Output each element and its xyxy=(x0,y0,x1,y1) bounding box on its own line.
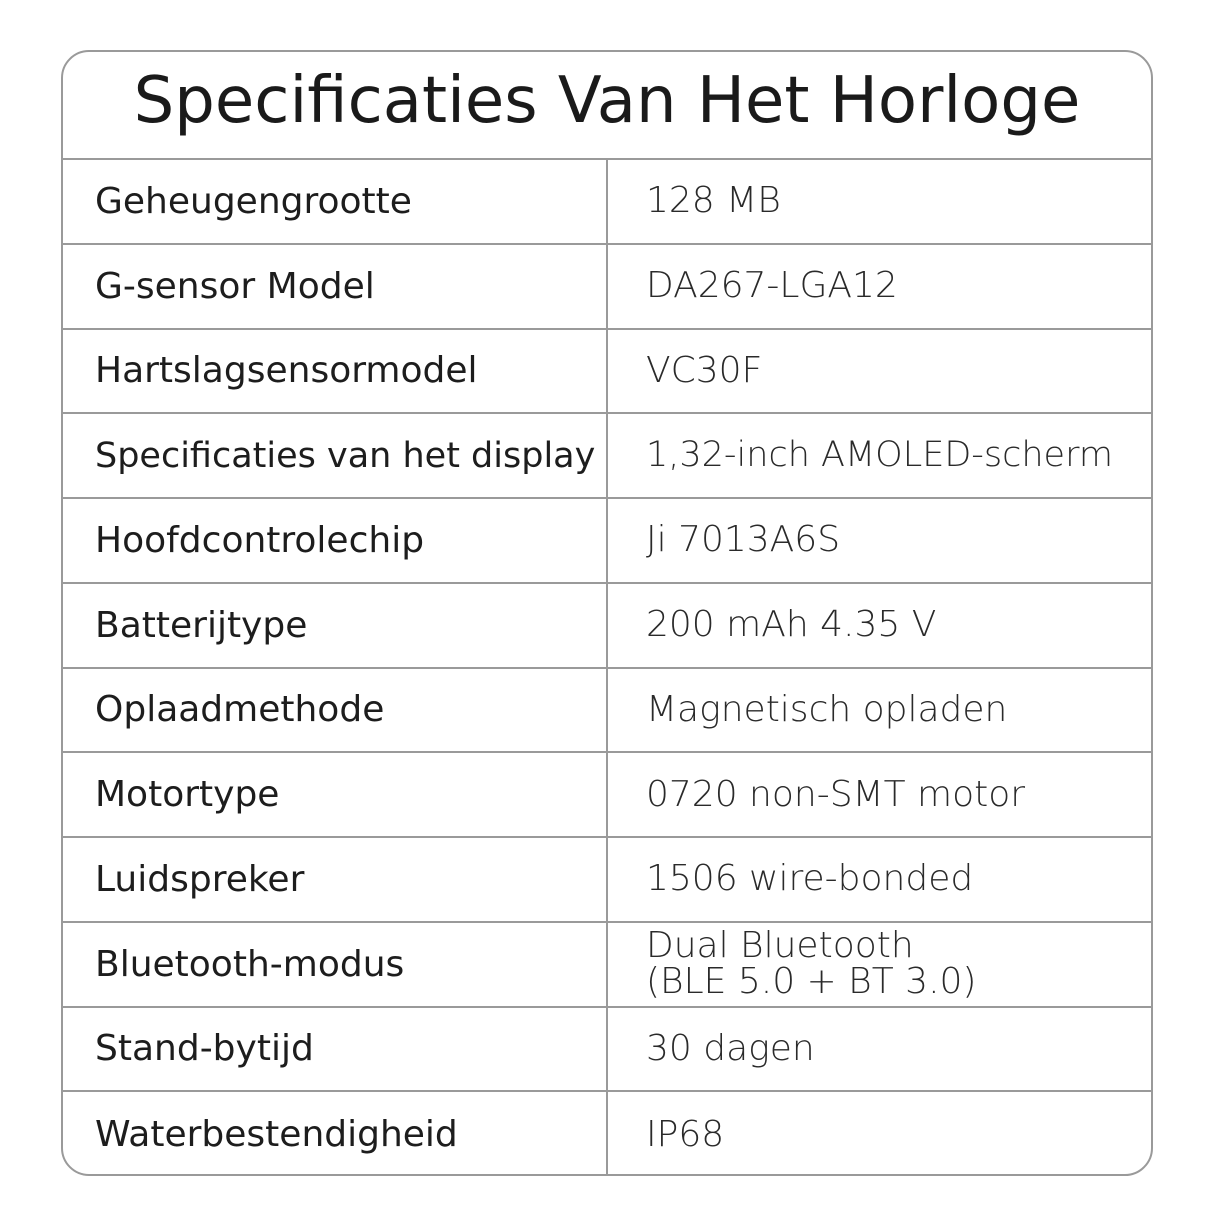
table-row xyxy=(63,923,1151,1008)
spec-label: Waterbestendigheid xyxy=(63,1092,608,1176)
spec-value: 30 dagen xyxy=(646,1027,815,1069)
spec-value: 128 MB xyxy=(646,180,781,222)
spec-label: Luidspreker xyxy=(63,838,608,921)
spec-table xyxy=(63,160,1151,1176)
spec-label: Batterijtype xyxy=(63,584,608,667)
table-row xyxy=(63,330,1151,415)
table-row xyxy=(63,838,1151,923)
table-row xyxy=(63,160,1151,245)
table-row xyxy=(63,414,1151,499)
spec-label: Oplaadmethode xyxy=(63,669,608,752)
spec-label: Bluetooth-modus xyxy=(63,923,608,1006)
spec-card xyxy=(61,50,1153,1176)
spec-label: Geheugengrootte xyxy=(63,160,608,243)
spec-value: 200 mAh 4.35 V xyxy=(646,604,937,646)
table-row xyxy=(63,245,1151,330)
spec-label: Hartslagsensormodel xyxy=(63,330,608,413)
spec-value: 0720 non-SMT motor xyxy=(646,773,1026,815)
spec-label: Specificaties van het display xyxy=(63,414,608,497)
table-row xyxy=(63,753,1151,838)
spec-label: Motortype xyxy=(63,753,608,836)
spec-value: VC30F xyxy=(646,349,763,391)
table-row xyxy=(63,1092,1151,1176)
spec-value: Magnetisch opladen xyxy=(646,688,1008,730)
table-row xyxy=(63,584,1151,669)
spec-label: G-sensor Model xyxy=(63,245,608,328)
table-row xyxy=(63,1008,1151,1093)
page-title: Specificaties Van Het Horloge xyxy=(133,64,1081,138)
spec-value: IP68 xyxy=(646,1113,725,1155)
spec-value: Dual Bluetooth (BLE 5.0 + BT 3.0) xyxy=(646,925,977,1003)
table-row xyxy=(63,669,1151,754)
spec-value: Ji 7013A6S xyxy=(646,519,841,561)
spec-value: 1,32-inch AMOLED-scherm xyxy=(646,435,1113,476)
title-bar xyxy=(63,52,1151,160)
table-row xyxy=(63,499,1151,584)
spec-label: Stand-bytijd xyxy=(63,1008,608,1091)
spec-value: 1506 wire-bonded xyxy=(646,858,974,900)
spec-value: DA267-LGA12 xyxy=(646,265,898,307)
spec-label: Hoofdcontrolechip xyxy=(63,499,608,582)
